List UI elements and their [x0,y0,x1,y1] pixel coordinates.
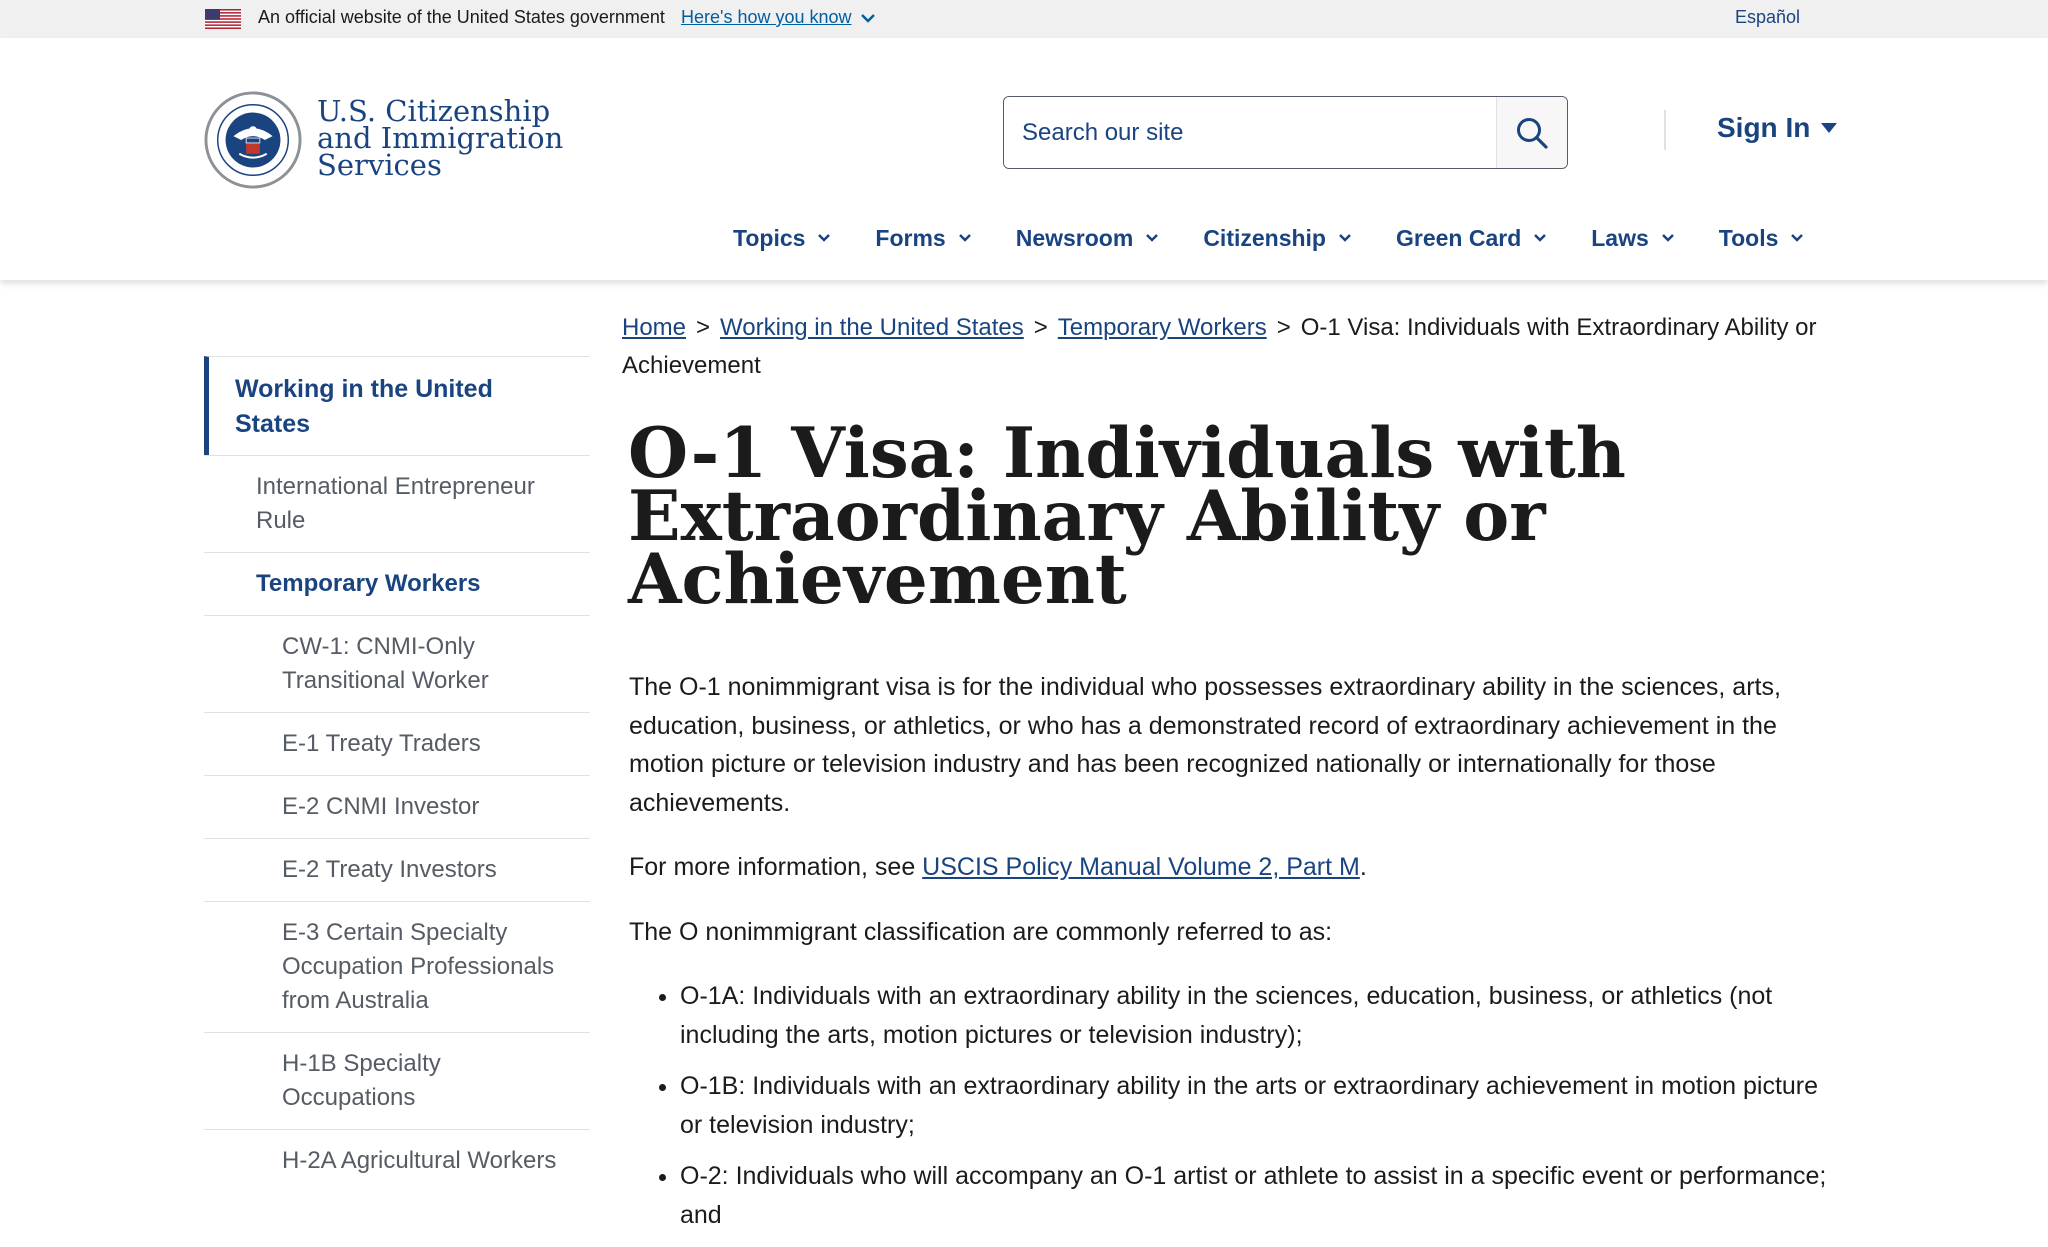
gov-banner [0,0,2048,38]
more-info-paragraph [629,848,1839,887]
sidebar-item-label[interactable]: E-3 Certain Specialty Occupation Professionals from Australia [282,919,555,1014]
nav-forms[interactable] [875,220,971,256]
sign-in-label: Sign In [1717,112,1811,143]
sidebar-item-e2-treaty[interactable] [204,838,590,901]
nav-topics[interactable] [733,220,831,256]
sidebar-item-working-in-us[interactable] [204,356,590,455]
nav-label: Tools [1718,224,1779,251]
sidebar-item-cw1[interactable] [204,615,590,712]
logo-line: U.S. Citizenship [317,94,551,128]
nav-tools[interactable] [1719,220,1805,256]
chevron-down-icon [1338,233,1352,243]
policy-manual-link[interactable]: USCIS Policy Manual Volume 2, Part M [922,853,1360,881]
caret-down-icon [1820,122,1838,134]
nav-label: Citizenship [1203,224,1326,251]
list-item: • O-1B: Individuals with an extraordinary ability in the arts or extraordinary achievement in motion picture or television industry; [680,1067,1839,1144]
dhs-seal-icon[interactable] [204,91,302,189]
sidebar-item-label[interactable]: CW-1: CNMI-Only Transitional Worker [282,633,489,694]
chevron-down-icon [817,233,831,243]
sidebar-item-e2-cnmi[interactable] [204,775,590,838]
nav-green-card[interactable] [1396,220,1547,256]
chevron-down-icon [958,233,972,243]
intro-paragraph: The O-1 nonimmigrant visa is for the individual who possesses extraordinary ability in the sciences, arts, education, business, or athletics, or who has a demonstrated record of extraordinary achievement in the motion picture or television industry and has been recognized nationally or internationally for those achievements. [629,673,1781,817]
main-nav [733,220,1848,256]
sidebar-item-h2a[interactable] [204,1129,590,1192]
more-info-suffix: . [1359,853,1367,881]
breadcrumb-separator: > [696,314,711,341]
logo-line: and Immigration [317,121,564,155]
logo-line: Services [317,148,442,182]
breadcrumb-temporary-workers-link[interactable]: Temporary Workers [1057,314,1267,341]
breadcrumb-home-link[interactable]: Home [622,314,687,341]
chevron-down-icon [1661,233,1675,243]
breadcrumb-working-link[interactable]: Working in the United States [720,314,1024,341]
sidebar-item-label[interactable]: H-2A Agricultural Workers [282,1147,557,1174]
sidebar-item-h1b[interactable] [204,1032,590,1129]
sidebar-item-e1[interactable] [204,712,590,775]
list-item: • O-2: Individuals who will accompany an O-1 artist or athlete to assist in a specific event or performance; and [680,1157,1839,1234]
sidebar-item-label[interactable]: E-2 Treaty Investors [282,856,497,883]
sign-in-button[interactable] [1717,112,1838,144]
search-input[interactable] [1004,97,1494,168]
chevron-down-icon [1145,233,1159,243]
classification-list [680,977,1839,1234]
side-nav [204,356,590,1192]
sidebar-item-label[interactable]: E-1 Treaty Traders [282,730,481,757]
nav-label: Newsroom [1015,224,1134,251]
main-content [629,668,1839,1247]
nav-label: Laws [1591,224,1649,251]
breadcrumb-current: O-1 Visa: Individuals with Extraordinary Ability or Achievement [622,314,1817,379]
how-you-know-link[interactable]: Here's how you know [681,7,852,27]
search-icon [1515,116,1549,150]
sidebar-item-label[interactable]: Working in the United States [235,375,493,438]
nav-newsroom[interactable] [1016,220,1160,256]
more-info-prefix: For more information, see [629,853,923,881]
sidebar-item-label[interactable]: International Entrepreneur Rule [256,473,535,534]
chevron-down-icon [1790,233,1804,243]
sidebar-item-label[interactable]: E-2 CNMI Investor [282,793,480,820]
nav-label: Topics [733,224,806,251]
sidebar-item-e3[interactable] [204,901,590,1032]
espanol-link[interactable]: Español [1735,7,1801,27]
nav-label: Forms [875,224,946,251]
nav-label: Green Card [1395,224,1522,251]
chevron-down-icon[interactable] [860,11,876,25]
uscis-logo-text[interactable] [317,94,564,182]
nav-laws[interactable] [1591,220,1675,256]
site-header [0,38,2048,280]
search-button[interactable] [1496,97,1567,168]
breadcrumb-separator: > [1033,314,1048,341]
header-divider [1664,110,1666,150]
list-item: • O-1A: Individuals with an extraordinary ability in the sciences, education, business, or athletics (not including the arts, motion pictures or television industry); [680,977,1839,1054]
sidebar-item-label[interactable]: H-1B Specialty Occupations [282,1050,441,1111]
page-title: O-1 Visa: Individuals with Extraordinary Ability or Achievement [628,413,1626,620]
sidebar-item-label[interactable]: Temporary Workers [256,570,481,597]
nav-citizenship[interactable] [1203,220,1352,256]
official-website-text: An official website of the United States government [258,7,665,27]
breadcrumb [622,309,1842,385]
chevron-down-icon [1533,233,1547,243]
classification-intro: The O nonimmigrant classification are commonly referred to as: [629,917,1333,946]
breadcrumb-separator: > [1276,314,1291,341]
search-form [1003,96,1568,169]
sidebar-item-temporary-workers[interactable] [204,552,590,615]
us-flag-icon [205,9,241,29]
sidebar-item-international-entrepreneur[interactable] [204,455,590,552]
